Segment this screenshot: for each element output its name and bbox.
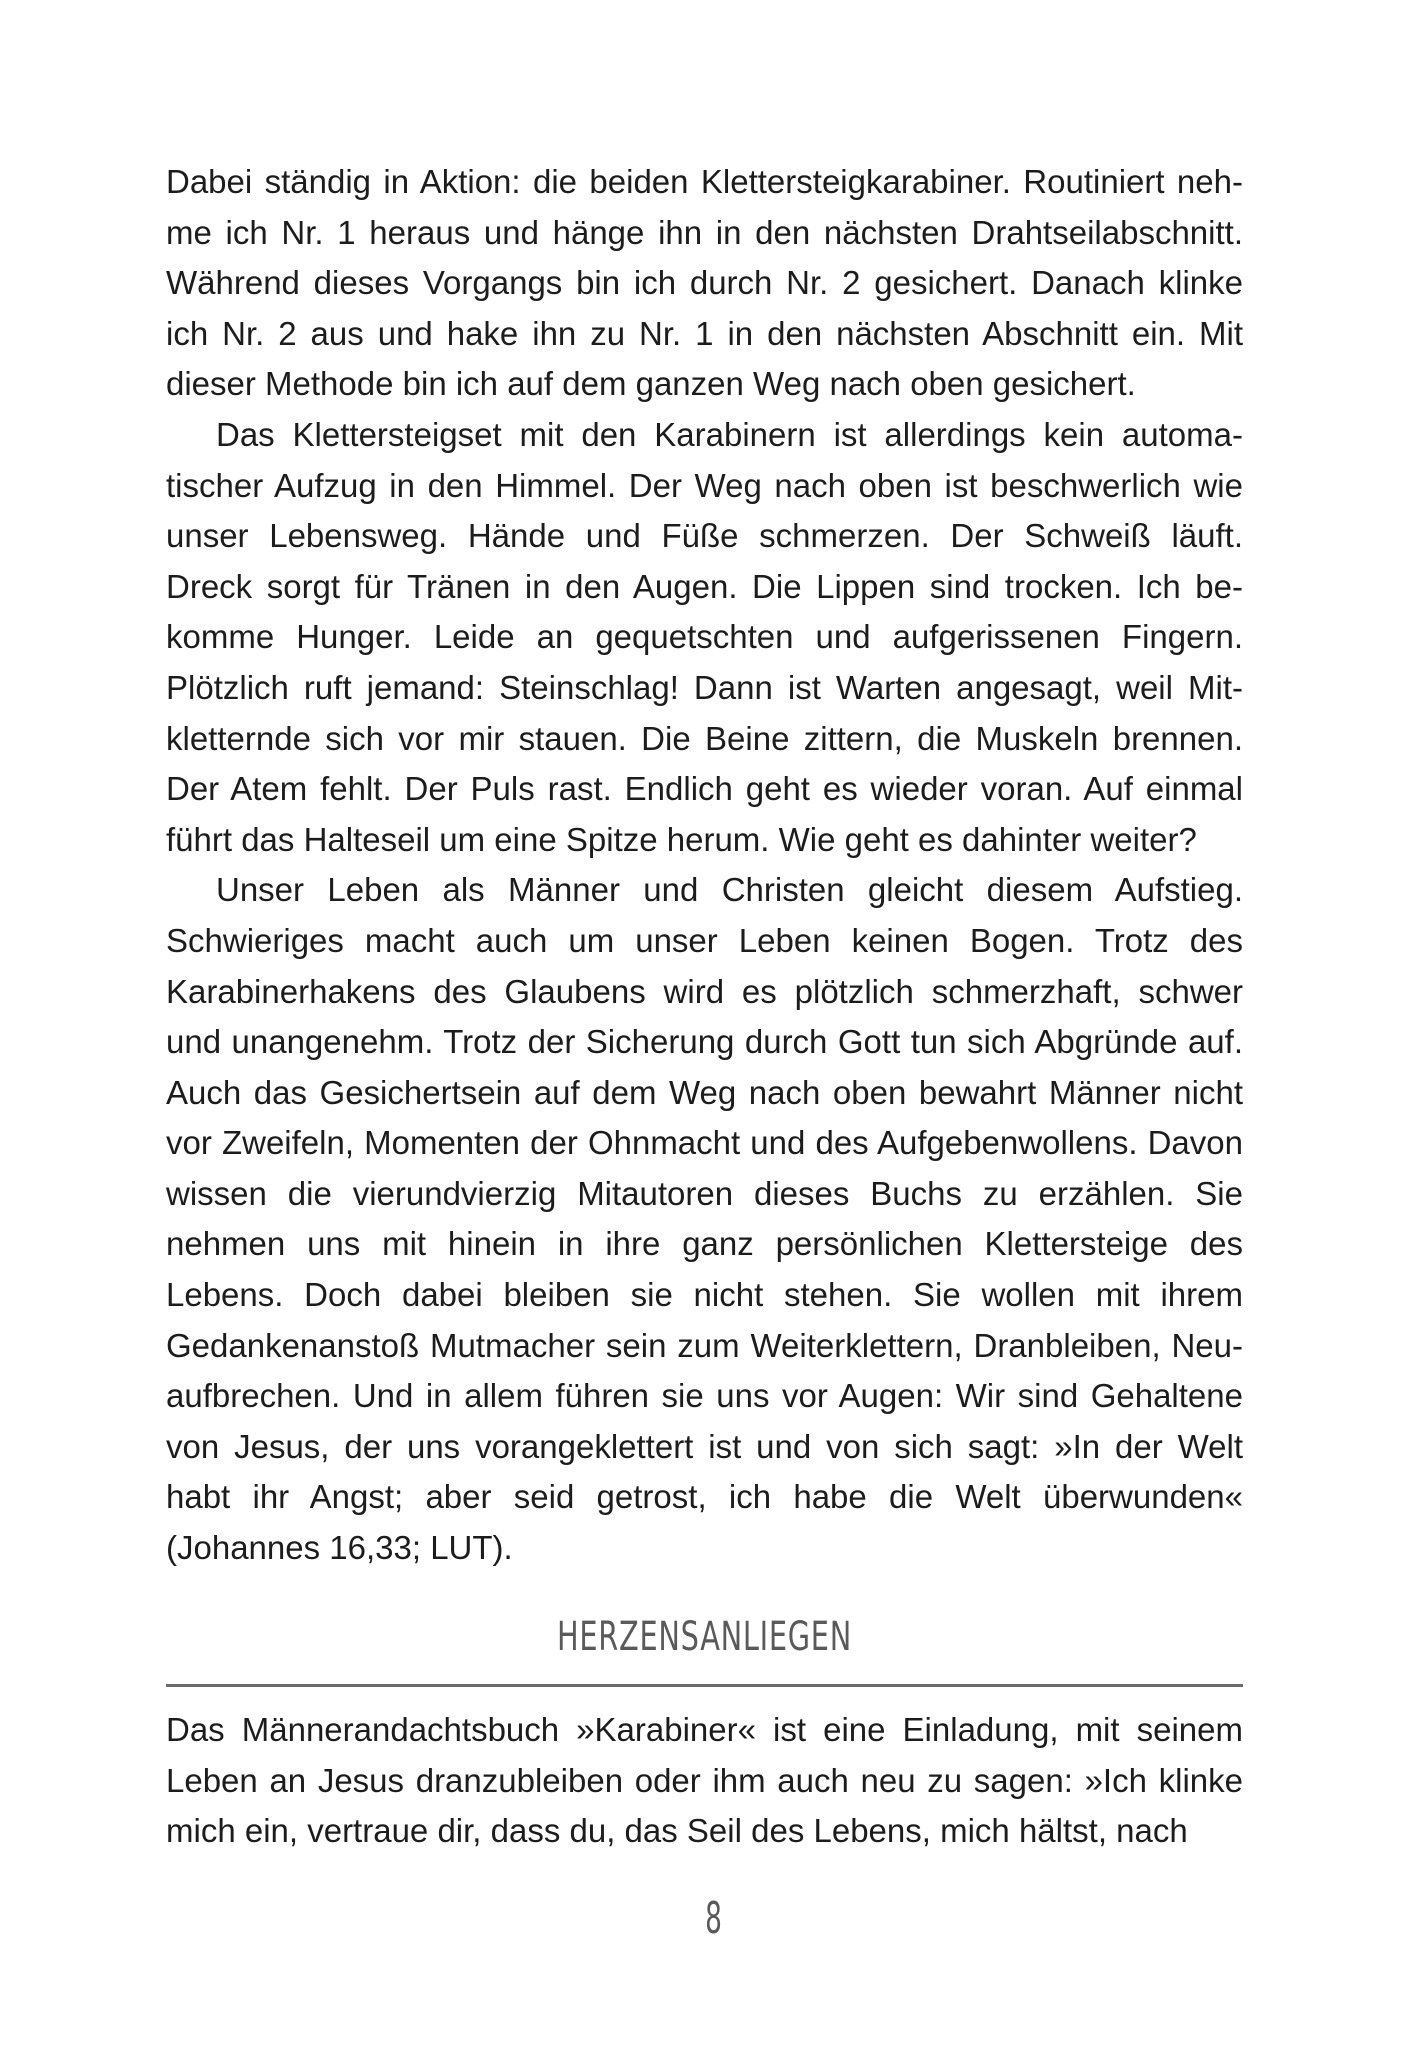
paragraph-2: Das Klettersteigset mit den Karabinern ist allerdings kein automatischer Aufzug in den Himmel. Der Weg nach oben ist beschwerlich wie unser Lebensweg. Hände und Füße schmerzen. Der Schweiß läuft. Dreck sorgt für Tränen in den Augen. Die Lippen sind trocken. Ich bekomme Hunger. Leide an gequetschten und aufgerissenen Fingern. Plötzlich ruft jemand: Steinschlag! Dann ist Warten angesagt, weil Mitkletternde sich vor mir stauen. Die Beine zittern, die Muskeln brennen. Der Atem fehlt. Der Puls rast. Endlich geht es wieder voran. Auf einmal führt das Halteseil um eine Spitze herum. Wie geht es dahinter weiter? bbox=[166, 415, 1243, 858]
section-heading-block bbox=[166, 1606, 1243, 1687]
section-heading: HERZENSANLIEGEN bbox=[557, 1614, 852, 1660]
body-text-bottom bbox=[166, 1705, 1243, 1857]
paragraph-1: Dabei ständig in Aktion: die beiden Klettersteigkarabiner. Routiniert nehme ich Nr. 1 heraus und hänge ihn in den nächsten Drahtseilabschnitt. Während dieses Vorgangs bin ich durch Nr. 2 gesichert. Danach klinke ich Nr. 2 aus und hake ihn zu Nr. 1 in den nächsten Abschnitt ein. Mit dieser Methode bin ich auf dem ganzen Weg nach oben gesichert. bbox=[166, 163, 1243, 403]
paragraph-4: Das Männerandachtsbuch »Karabiner« ist eine Einladung, mit seinem Leben an Jesus dranzubleiben oder ihm auch neu zu sagen: »Ich klinke mich ein, vertraue dir, dass du, das Seil des Lebens, mich hältst, nach bbox=[166, 1711, 1243, 1850]
paragraph-3: Unser Leben als Männer und Christen gleicht diesem Aufstieg. Schwieriges macht auch um unser Leben keinen Bogen. Trotz des Karabinerhakens des Glaubens wird es plötzlich schmerzhaft, schwer und unangenehm. Trotz der Sicherung durch Gott tun sich Abgründe auf. Auch das Gesichertsein auf dem Weg nach oben bewahrt Männer nicht vor Zweifeln, Momenten der Ohnmacht und des Aufgebenwollens. Davon wissen die vierundvierzig Mitautoren dieses Buchs zu erzählen. Sie nehmen uns mit hinein in ihre ganz persönlichen Klettersteige des Lebens. Doch dabei bleiben sie nicht stehen. Sie wollen mit ihrem Gedankenanstoß Mutmacher sein zum Weiterklettern, Dranbleiben, Neu-aufbrechen. Und in allem führen sie uns vor Augen: Wir sind Gehaltene von Jesus, der uns vorangeklettert ist und von sich sagt: »In der Welt habt ihr Angst; aber seid getrost, ich habe die Welt überwunden« (Johannes 16,33; LUT). bbox=[166, 871, 1243, 1567]
page-number: 8 bbox=[705, 1893, 722, 1944]
body-text-top bbox=[166, 157, 1243, 1574]
